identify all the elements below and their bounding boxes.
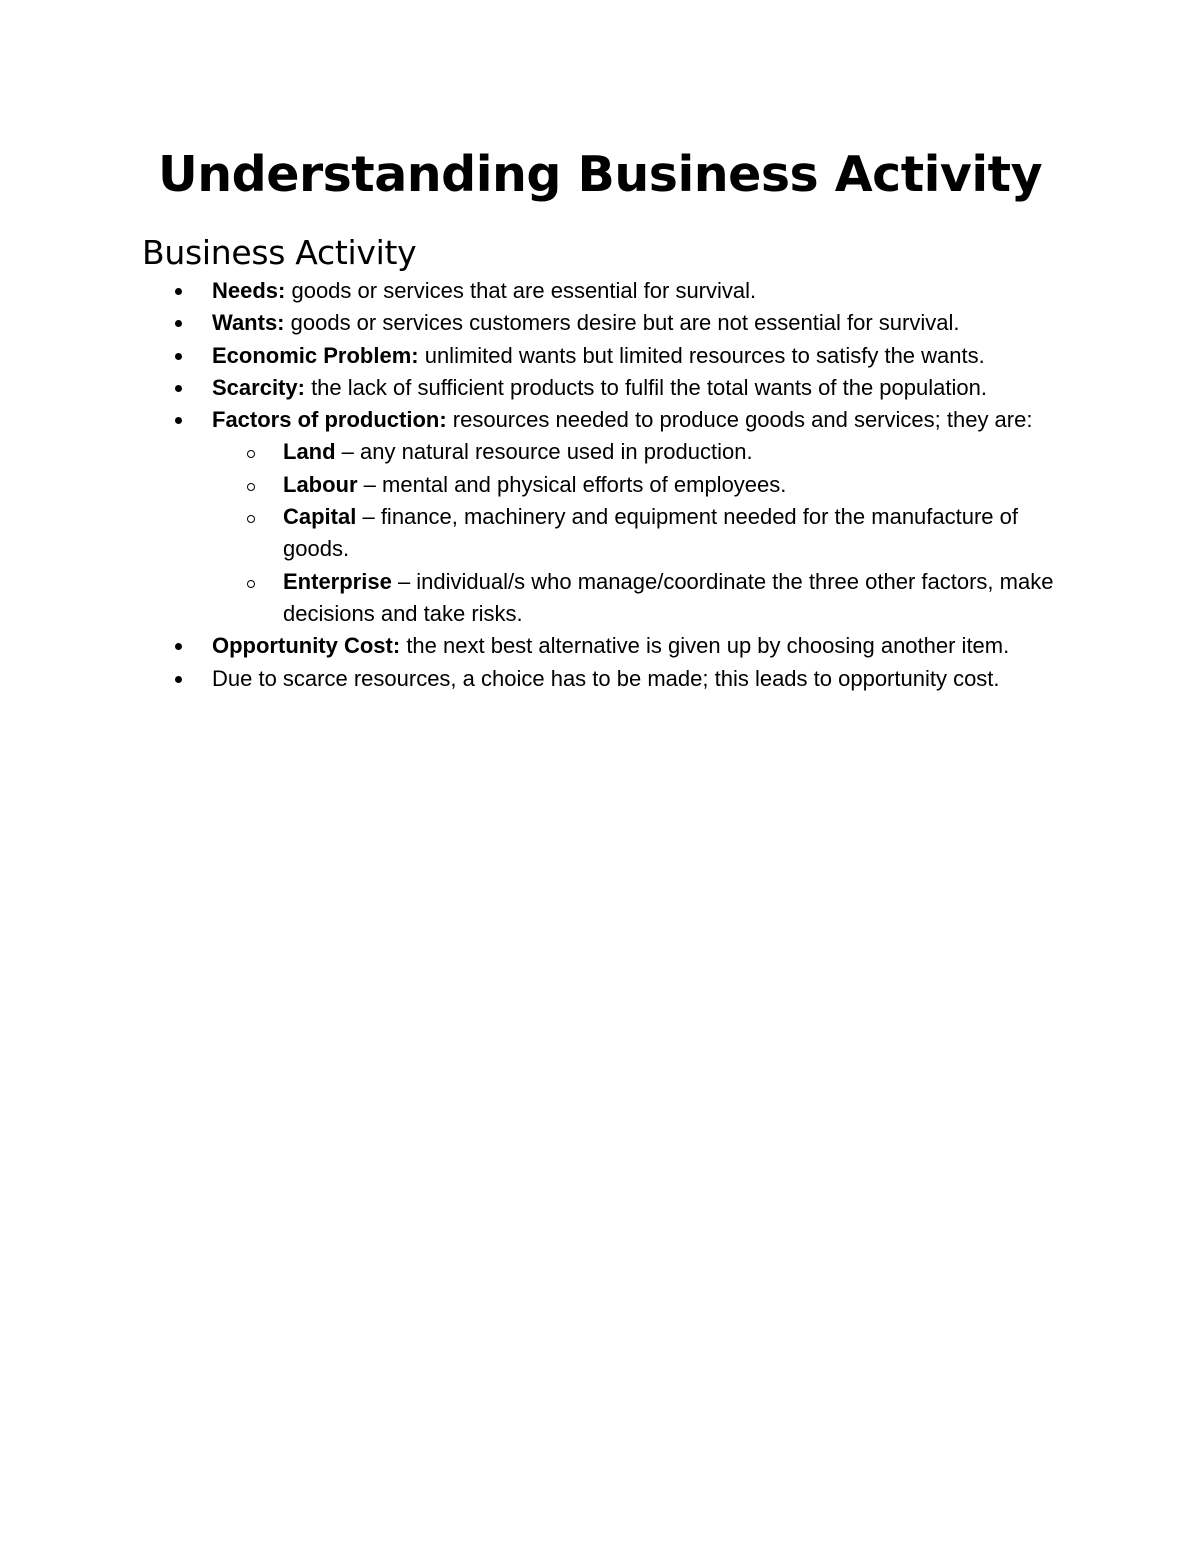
sublist-item-land: [283, 436, 1062, 468]
term-label: Opportunity Cost:: [212, 633, 401, 659]
list-item-factors-of-production: [212, 404, 1062, 630]
term-label: Needs:: [212, 278, 286, 303]
term-label: Capital: [283, 504, 357, 530]
circle-bullet-icon: [247, 515, 255, 523]
bullet-icon: [175, 353, 182, 360]
document-body: [212, 275, 1062, 695]
list-item-scarce-resources: [212, 663, 1062, 695]
sublist-item-enterprise: [283, 566, 1062, 631]
bullet-icon: [175, 288, 182, 295]
list-item-wants: [212, 307, 1062, 339]
document-title: Understanding Business Activity: [157, 146, 1043, 203]
definition-text: – individual/s who manage/coordinate the three other factors, make decisions and take risks.: [283, 568, 1054, 626]
term-label: Land: [283, 439, 336, 465]
bullet-icon: [175, 643, 182, 650]
definition-text: goods or services that are essential for survival.: [285, 278, 757, 303]
bullet-icon: [175, 320, 182, 327]
sublist-item-labour: [283, 469, 1062, 501]
term-label: Enterprise: [283, 568, 392, 594]
sublist-item-capital: [283, 501, 1062, 566]
factors-sublist: [212, 436, 1062, 630]
term-label: Labour: [283, 471, 358, 497]
circle-bullet-icon: [247, 450, 255, 458]
bullet-icon: [175, 385, 182, 392]
term-label: Wants:: [212, 310, 285, 336]
circle-bullet-icon: [247, 483, 255, 491]
bullet-list: [212, 275, 1062, 695]
section-heading: Business Activity: [142, 233, 417, 272]
definition-text: the lack of sufficient products to fulfil the total wants of the population.: [304, 374, 987, 400]
list-item-opportunity-cost: [212, 630, 1062, 662]
list-item-needs: [212, 275, 1062, 307]
definition-text: resources needed to produce goods and services; they are:: [446, 407, 1033, 433]
definition-text: – mental and physical efforts of employees.: [357, 471, 787, 497]
list-item-scarcity: [212, 372, 1062, 404]
definition-text: – any natural resource used in production.: [335, 439, 753, 465]
definition-text: – finance, machinery and equipment needed for the manufacture of goods.: [283, 504, 1019, 562]
definition-text: unlimited wants but limited resources to satisfy the wants.: [418, 342, 985, 368]
bullet-icon: [175, 676, 182, 683]
definition-text: goods or services customers desire but are not essential for survival.: [284, 310, 960, 336]
list-item-economic-problem: [212, 340, 1062, 372]
definition-text: the next best alternative is given up by choosing another item.: [400, 633, 1010, 659]
term-label: Scarcity:: [212, 374, 305, 400]
bullet-icon: [175, 417, 182, 424]
term-label: Factors of production:: [212, 407, 447, 433]
term-label: Economic Problem:: [212, 342, 419, 368]
definition-text: Due to scarce resources, a choice has to be made; this leads to opportunity cost.: [212, 665, 1000, 691]
circle-bullet-icon: [247, 580, 255, 588]
